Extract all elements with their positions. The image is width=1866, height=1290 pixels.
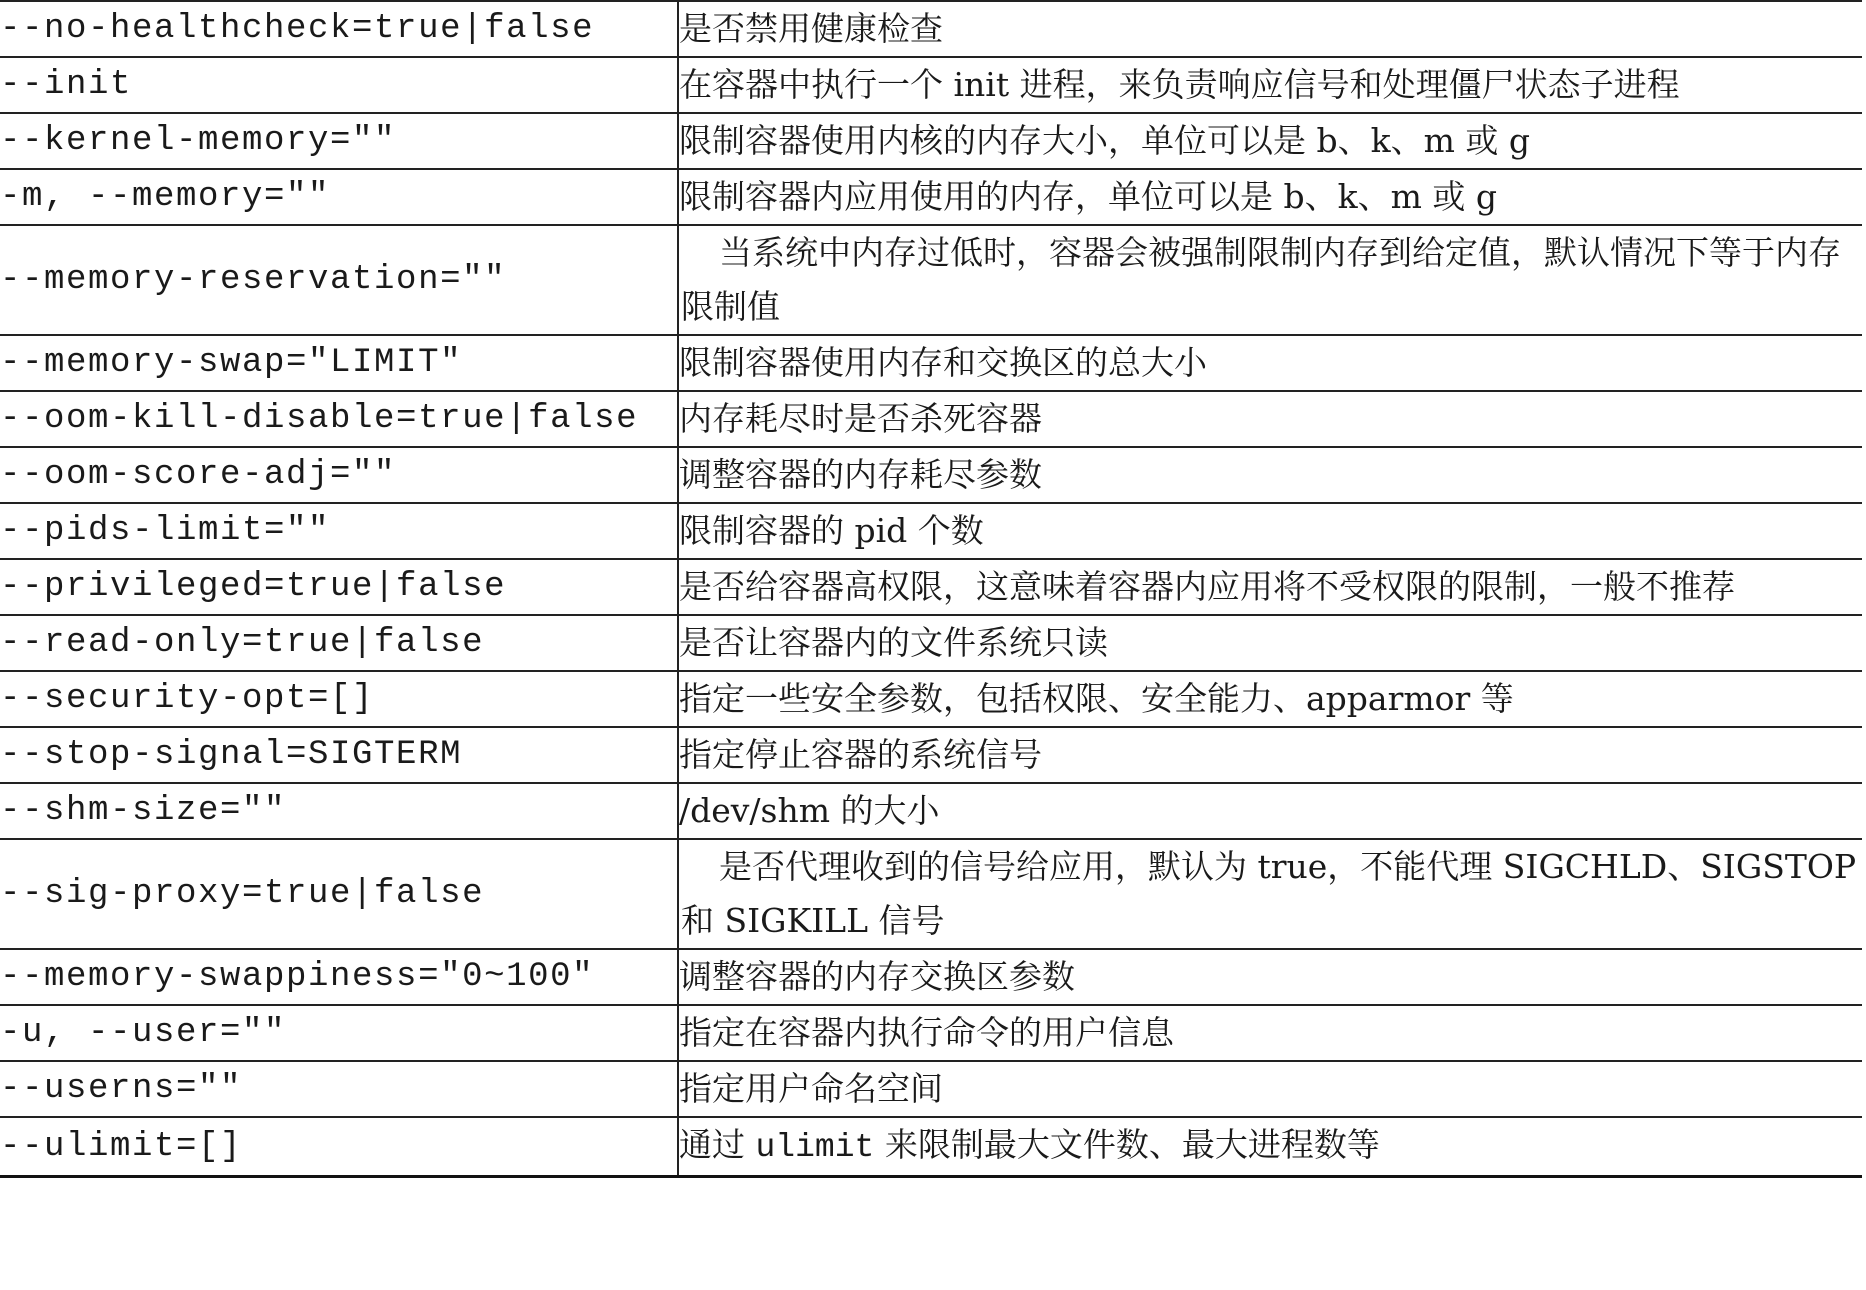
description-cell: 在容器中执行一个 init 进程，来负责响应信号和处理僵尸状态子进程 — [678, 57, 1862, 113]
option-cell: --pids-limit="" — [0, 503, 678, 559]
option-cell: --kernel-memory="" — [0, 113, 678, 169]
table-row — [0, 727, 1862, 783]
table-row — [0, 1005, 1862, 1061]
option-cell: --stop-signal=SIGTERM — [0, 727, 678, 783]
description-code: ulimit — [755, 1129, 875, 1166]
table-row — [0, 1, 1862, 57]
table-row — [0, 169, 1862, 225]
description-cell: 限制容器使用内存和交换区的总大小 — [678, 335, 1862, 391]
description-cell: 指定一些安全参数，包括权限、安全能力、apparmor 等 — [678, 671, 1862, 727]
table-row — [0, 949, 1862, 1005]
option-cell: --read-only=true|false — [0, 615, 678, 671]
option-cell: --privileged=true|false — [0, 559, 678, 615]
table-row — [0, 503, 1862, 559]
table-row — [0, 335, 1862, 391]
table-row — [0, 839, 1862, 949]
option-cell: --oom-score-adj="" — [0, 447, 678, 503]
option-cell: --shm-size="" — [0, 783, 678, 839]
option-cell: --security-opt=[] — [0, 671, 678, 727]
table-row — [0, 1061, 1862, 1117]
description-cell: 指定停止容器的系统信号 — [678, 727, 1862, 783]
table-row — [0, 671, 1862, 727]
description-cell: /dev/shm 的大小 — [678, 783, 1862, 839]
option-cell: --userns="" — [0, 1061, 678, 1117]
table-row — [0, 1117, 1862, 1177]
description-cell: 当系统中内存过低时，容器会被强制限制内存到给定值，默认情况下等于内存限制值 — [678, 225, 1862, 335]
option-cell: --memory-swappiness="0~100" — [0, 949, 678, 1005]
description-cell: 调整容器的内存交换区参数 — [678, 949, 1862, 1005]
option-cell: --memory-swap="LIMIT" — [0, 335, 678, 391]
table-row — [0, 783, 1862, 839]
option-cell: --memory-reservation="" — [0, 225, 678, 335]
option-cell: --init — [0, 57, 678, 113]
description-cell: 指定用户命名空间 — [678, 1061, 1862, 1117]
table-row — [0, 559, 1862, 615]
table-row — [0, 57, 1862, 113]
description-cell: 是否代理收到的信号给应用，默认为 true，不能代理 SIGCHLD、SIGSTOP 和 SIGKILL 信号 — [678, 839, 1862, 949]
option-cell: --sig-proxy=true|false — [0, 839, 678, 949]
description-cell: 是否给容器高权限，这意味着容器内应用将不受权限的限制，一般不推荐 — [678, 559, 1862, 615]
table-row — [0, 615, 1862, 671]
description-suffix: 来限制最大文件数、最大进程数等 — [884, 1125, 1380, 1164]
description-cell: 内存耗尽时是否杀死容器 — [678, 391, 1862, 447]
table-row — [0, 391, 1862, 447]
option-cell: -m, --memory="" — [0, 169, 678, 225]
description-cell — [678, 1117, 1862, 1177]
option-cell: -u, --user="" — [0, 1005, 678, 1061]
description-cell: 调整容器的内存耗尽参数 — [678, 447, 1862, 503]
table-row — [0, 225, 1862, 335]
table-row — [0, 447, 1862, 503]
description-cell: 指定在容器内执行命令的用户信息 — [678, 1005, 1862, 1061]
description-cell: 限制容器的 pid 个数 — [678, 503, 1862, 559]
description-cell: 限制容器使用内核的内存大小，单位可以是 b、k、m 或 g — [678, 113, 1862, 169]
description-prefix: 通过 — [679, 1125, 745, 1164]
description-cell: 是否禁用健康检查 — [678, 1, 1862, 57]
option-cell: --ulimit=[] — [0, 1117, 678, 1177]
table-row — [0, 113, 1862, 169]
option-cell: --oom-kill-disable=true|false — [0, 391, 678, 447]
option-cell: --no-healthcheck=true|false — [0, 1, 678, 57]
description-cell: 限制容器内应用使用的内存，单位可以是 b、k、m 或 g — [678, 169, 1862, 225]
description-cell: 是否让容器内的文件系统只读 — [678, 615, 1862, 671]
